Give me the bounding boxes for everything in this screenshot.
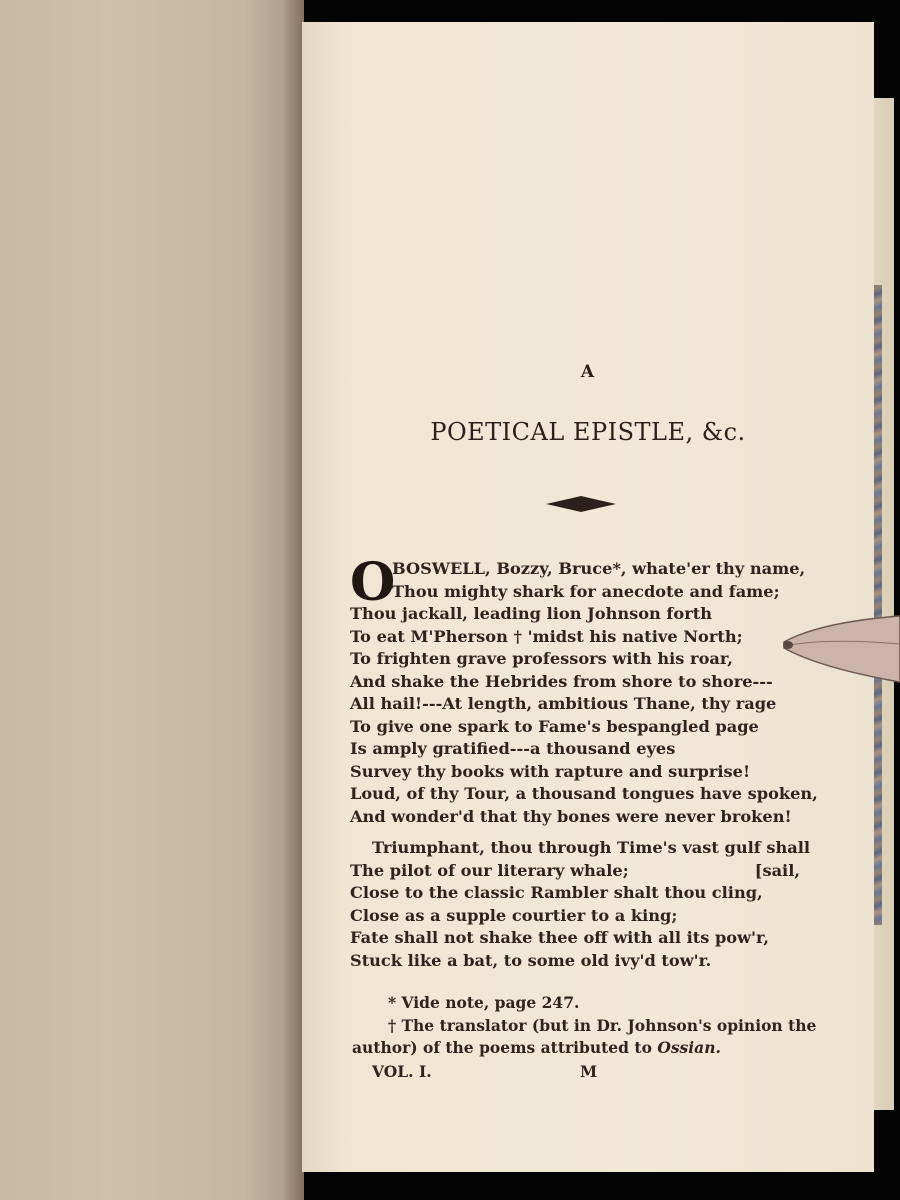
heading-a: A [580,362,596,382]
poem-line: And shake the Hebrides from shore to shore--- [350,671,773,691]
page-footer [372,1062,672,1081]
bookmark-icon [780,608,900,688]
poem-line-bracket: [sail, [754,860,800,880]
poem-line-2: Thou mighty shark for anecdote and fame; [392,581,780,601]
footnote-2-text: author) of the poems attributed to [352,1038,658,1057]
poem-line-left: The pilot of our literary whale; [350,860,629,880]
left-page [0,0,304,1200]
gutter-shadow [282,0,304,1200]
poem-line: Loud, of thy Tour, a thousand tongues have spoken, [350,784,818,803]
poem-line: Triumphant, thou through Time's vast gulf shall [372,838,811,857]
footnote-2-continuation [352,1037,822,1060]
volume-label: VOL. I. [372,1062,432,1081]
poem-line: To frighten grave professors with his roar, [350,649,733,668]
poem-line: All hail!---At length, ambitious Thane, thy rage [350,694,777,713]
poem-line-split [350,860,800,883]
poem-line-1: BOSWELL, Bozzy, Bruce*, whate'er thy name, [392,559,806,578]
poem-line: Close to the classic Rambler shalt thou cling, [350,883,763,902]
signature-mark: M [580,1062,598,1081]
poem-line: Thou jackall, leading lion Johnson forth [350,604,712,623]
poem-line: Stuck like a bat, to some old ivy'd tow'r. [350,950,712,970]
poem-line: To give one spark to Fame's bespangled page [350,716,759,736]
ornament-icon [544,494,618,514]
poem-line: Close as a supple courtier to a king; [350,905,678,925]
right-page [302,22,874,1172]
footnote-2: † The translator (but in Dr. Johnson's opinion the [388,1015,817,1035]
poem-line: To eat M'Pherson † 'midst his native North; [350,626,743,646]
footnote-1: * Vide note, page 247. [388,993,580,1012]
stanza-break [350,828,820,837]
poem-line: Fate shall not shake thee off with all its pow'r, [350,928,769,947]
poem [350,552,820,972]
drop-cap: O [350,552,396,613]
poem-line: And wonder'd that thy bones were never broken! [350,806,792,826]
footnote-2-italic: Ossian. [657,1038,721,1057]
poem-line: Survey thy books with rapture and surprise! [350,761,751,781]
page-title: POETICAL EPISTLE, &c. [430,418,746,446]
poem-line: Is amply gratified---a thousand eyes [350,739,676,758]
footnotes [352,992,822,1060]
